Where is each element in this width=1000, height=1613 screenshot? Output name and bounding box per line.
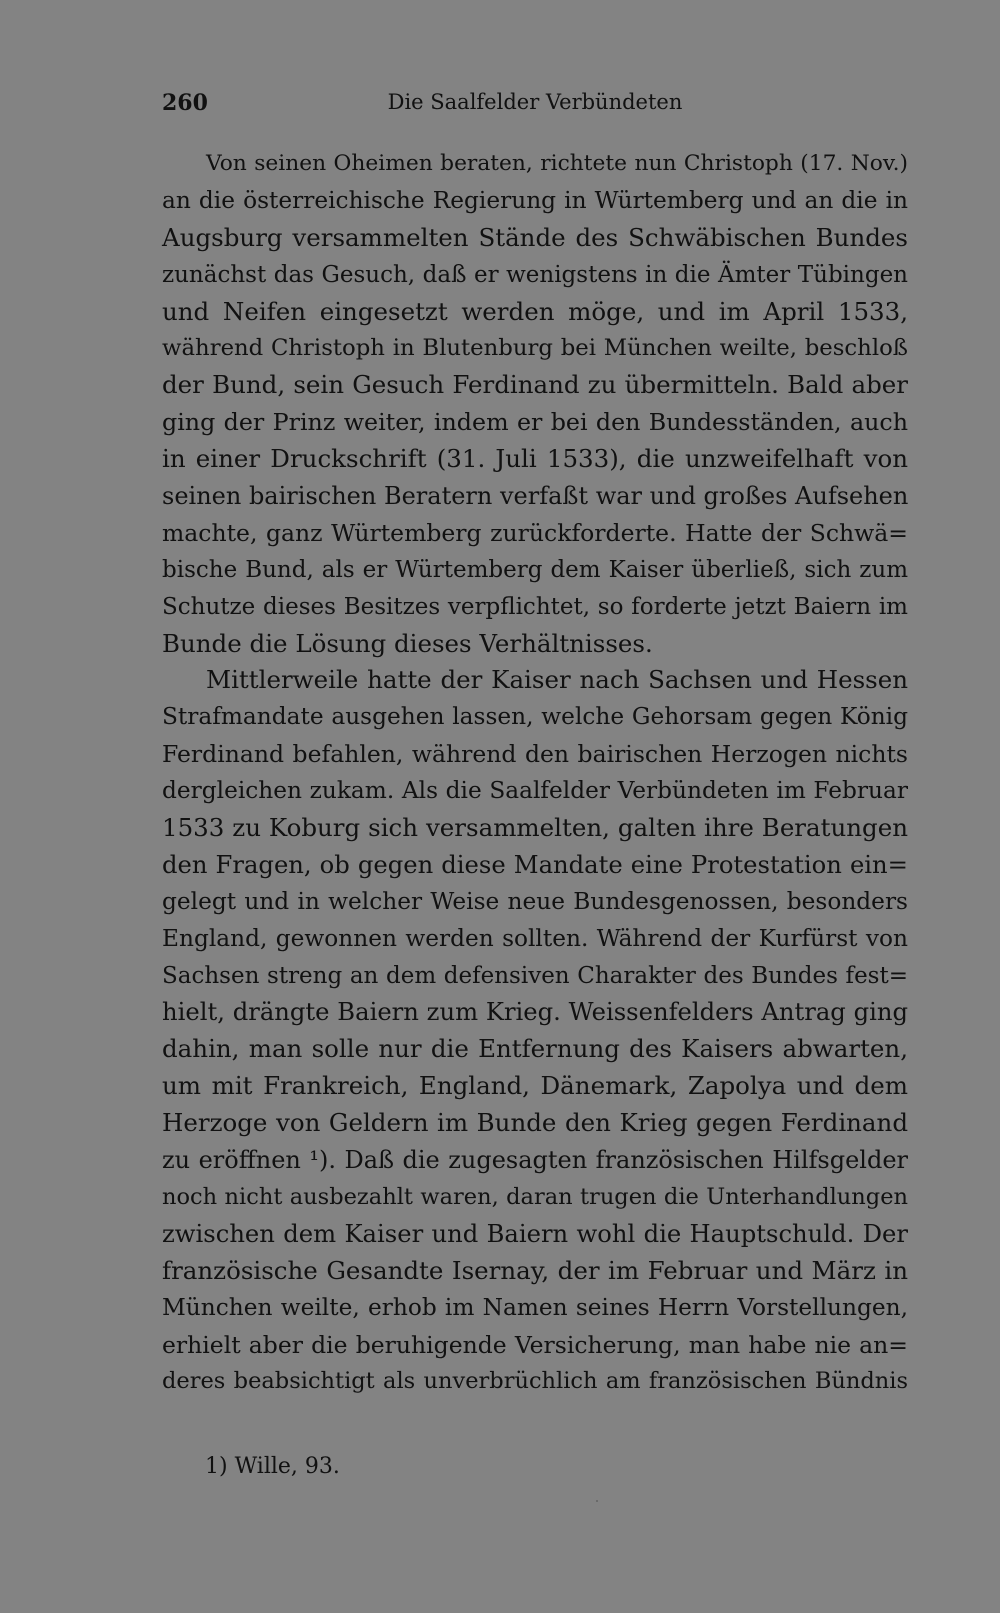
body-text bbox=[162, 146, 908, 1400]
footnote: 1) Wille, 93. bbox=[205, 1454, 340, 1479]
text-line: Augsburg versammelten Stände des Schwäbischen Bundes bbox=[162, 222, 908, 252]
text-line: Sachsen streng an dem defensiven Charakter des Bundes fest= bbox=[162, 962, 908, 989]
page-header bbox=[162, 90, 908, 122]
text-line: an die österreichische Regierung in Würtemberg und an die in bbox=[162, 186, 908, 214]
text-line: der Bund, sein Gesuch Ferdinand zu übermitteln. Bald aber bbox=[162, 370, 908, 400]
text-line: und Neifen eingesetzt werden möge, und im April 1533, bbox=[162, 296, 908, 326]
text-line: den Fragen, ob gegen diese Mandate eine Protestation ein= bbox=[162, 849, 908, 879]
text-line: zu eröffnen ¹). Daß die zugesagten französischen Hilfsgelder bbox=[162, 1146, 908, 1175]
text-line: Mittlerweile hatte der Kaiser nach Sachsen und Hessen bbox=[206, 665, 908, 695]
text-line: ging der Prinz weiter, indem er bei den Bundesständen, auch bbox=[162, 408, 908, 437]
text-line: dahin, man solle nur die Entfernung des Kaisers abwarten, bbox=[162, 1034, 908, 1064]
page-number: 260 bbox=[162, 90, 208, 116]
text-line: machte, ganz Würtemberg zurückforderte. Hatte der Schwä= bbox=[162, 518, 908, 547]
text-line: bische Bund, als er Würtemberg dem Kaiser überließ, sich zum bbox=[162, 556, 908, 583]
text-line: um mit Frankreich, England, Dänemark, Zapolya und dem bbox=[162, 1071, 908, 1101]
text-line: München weilte, erhob im Namen seines Herrn Vorstellungen, bbox=[162, 1293, 908, 1321]
text-line: erhielt aber die beruhigende Versicherung, man habe nie an= bbox=[162, 1330, 908, 1359]
text-line: dergleichen zukam. Als die Saalfelder Verbündeten im Februar bbox=[162, 777, 908, 805]
text-line: Bunde die Lösung dieses Verhältnisses. bbox=[162, 628, 653, 658]
text-line: seinen bairischen Beratern verfaßt war und großes Aufsehen bbox=[162, 482, 909, 511]
text-line: zunächst das Gesuch, daß er wenigstens in die Ämter Tübingen bbox=[162, 261, 908, 288]
text-line: Ferdinand befahlen, während den bairischen Herzogen nichts bbox=[162, 740, 908, 769]
text-line: zwischen dem Kaiser und Baiern wohl die Hauptschuld. Der bbox=[162, 1218, 908, 1248]
text-line: in einer Druckschrift (31. Juli 1533), die unzweifelhaft von bbox=[162, 444, 908, 474]
text-line: hielt, drängte Baiern zum Krieg. Weissenfelders Antrag ging bbox=[162, 997, 908, 1027]
text-line: deres beabsichtigt als unverbrüchlich am französischen Bündnis bbox=[162, 1368, 908, 1395]
text-line: französische Gesandte Isernay, der im Februar und März in bbox=[162, 1255, 908, 1285]
text-line: Herzoge von Geldern im Bunde den Krieg gegen Ferdinand bbox=[162, 1108, 908, 1138]
text-line: Schutze dieses Besitzes verpflichtet, so forderte jetzt Baiern im bbox=[162, 593, 908, 620]
text-line: England, gewonnen werden sollten. Während der Kurfürst von bbox=[162, 924, 908, 952]
text-line: während Christoph in Blutenburg bei München weilte, beschloß bbox=[162, 335, 908, 362]
scan-speck bbox=[596, 1500, 598, 1502]
text-line: noch nicht ausbezahlt waren, daran trugen die Unterhandlungen bbox=[162, 1183, 908, 1210]
text-line: gelegt und in welcher Weise neue Bundesgenossen, besonders bbox=[162, 887, 908, 915]
text-line: 1533 zu Koburg sich versammelten, galten ihre Beratungen bbox=[162, 813, 908, 843]
text-line: Strafmandate ausgehen lassen, welche Gehorsam gegen König bbox=[162, 703, 908, 731]
running-head: Die Saalfelder Verbündeten bbox=[387, 90, 683, 114]
text-line: Von seinen Oheimen beraten, richtete nun Christoph (17. Nov.) bbox=[206, 151, 908, 176]
